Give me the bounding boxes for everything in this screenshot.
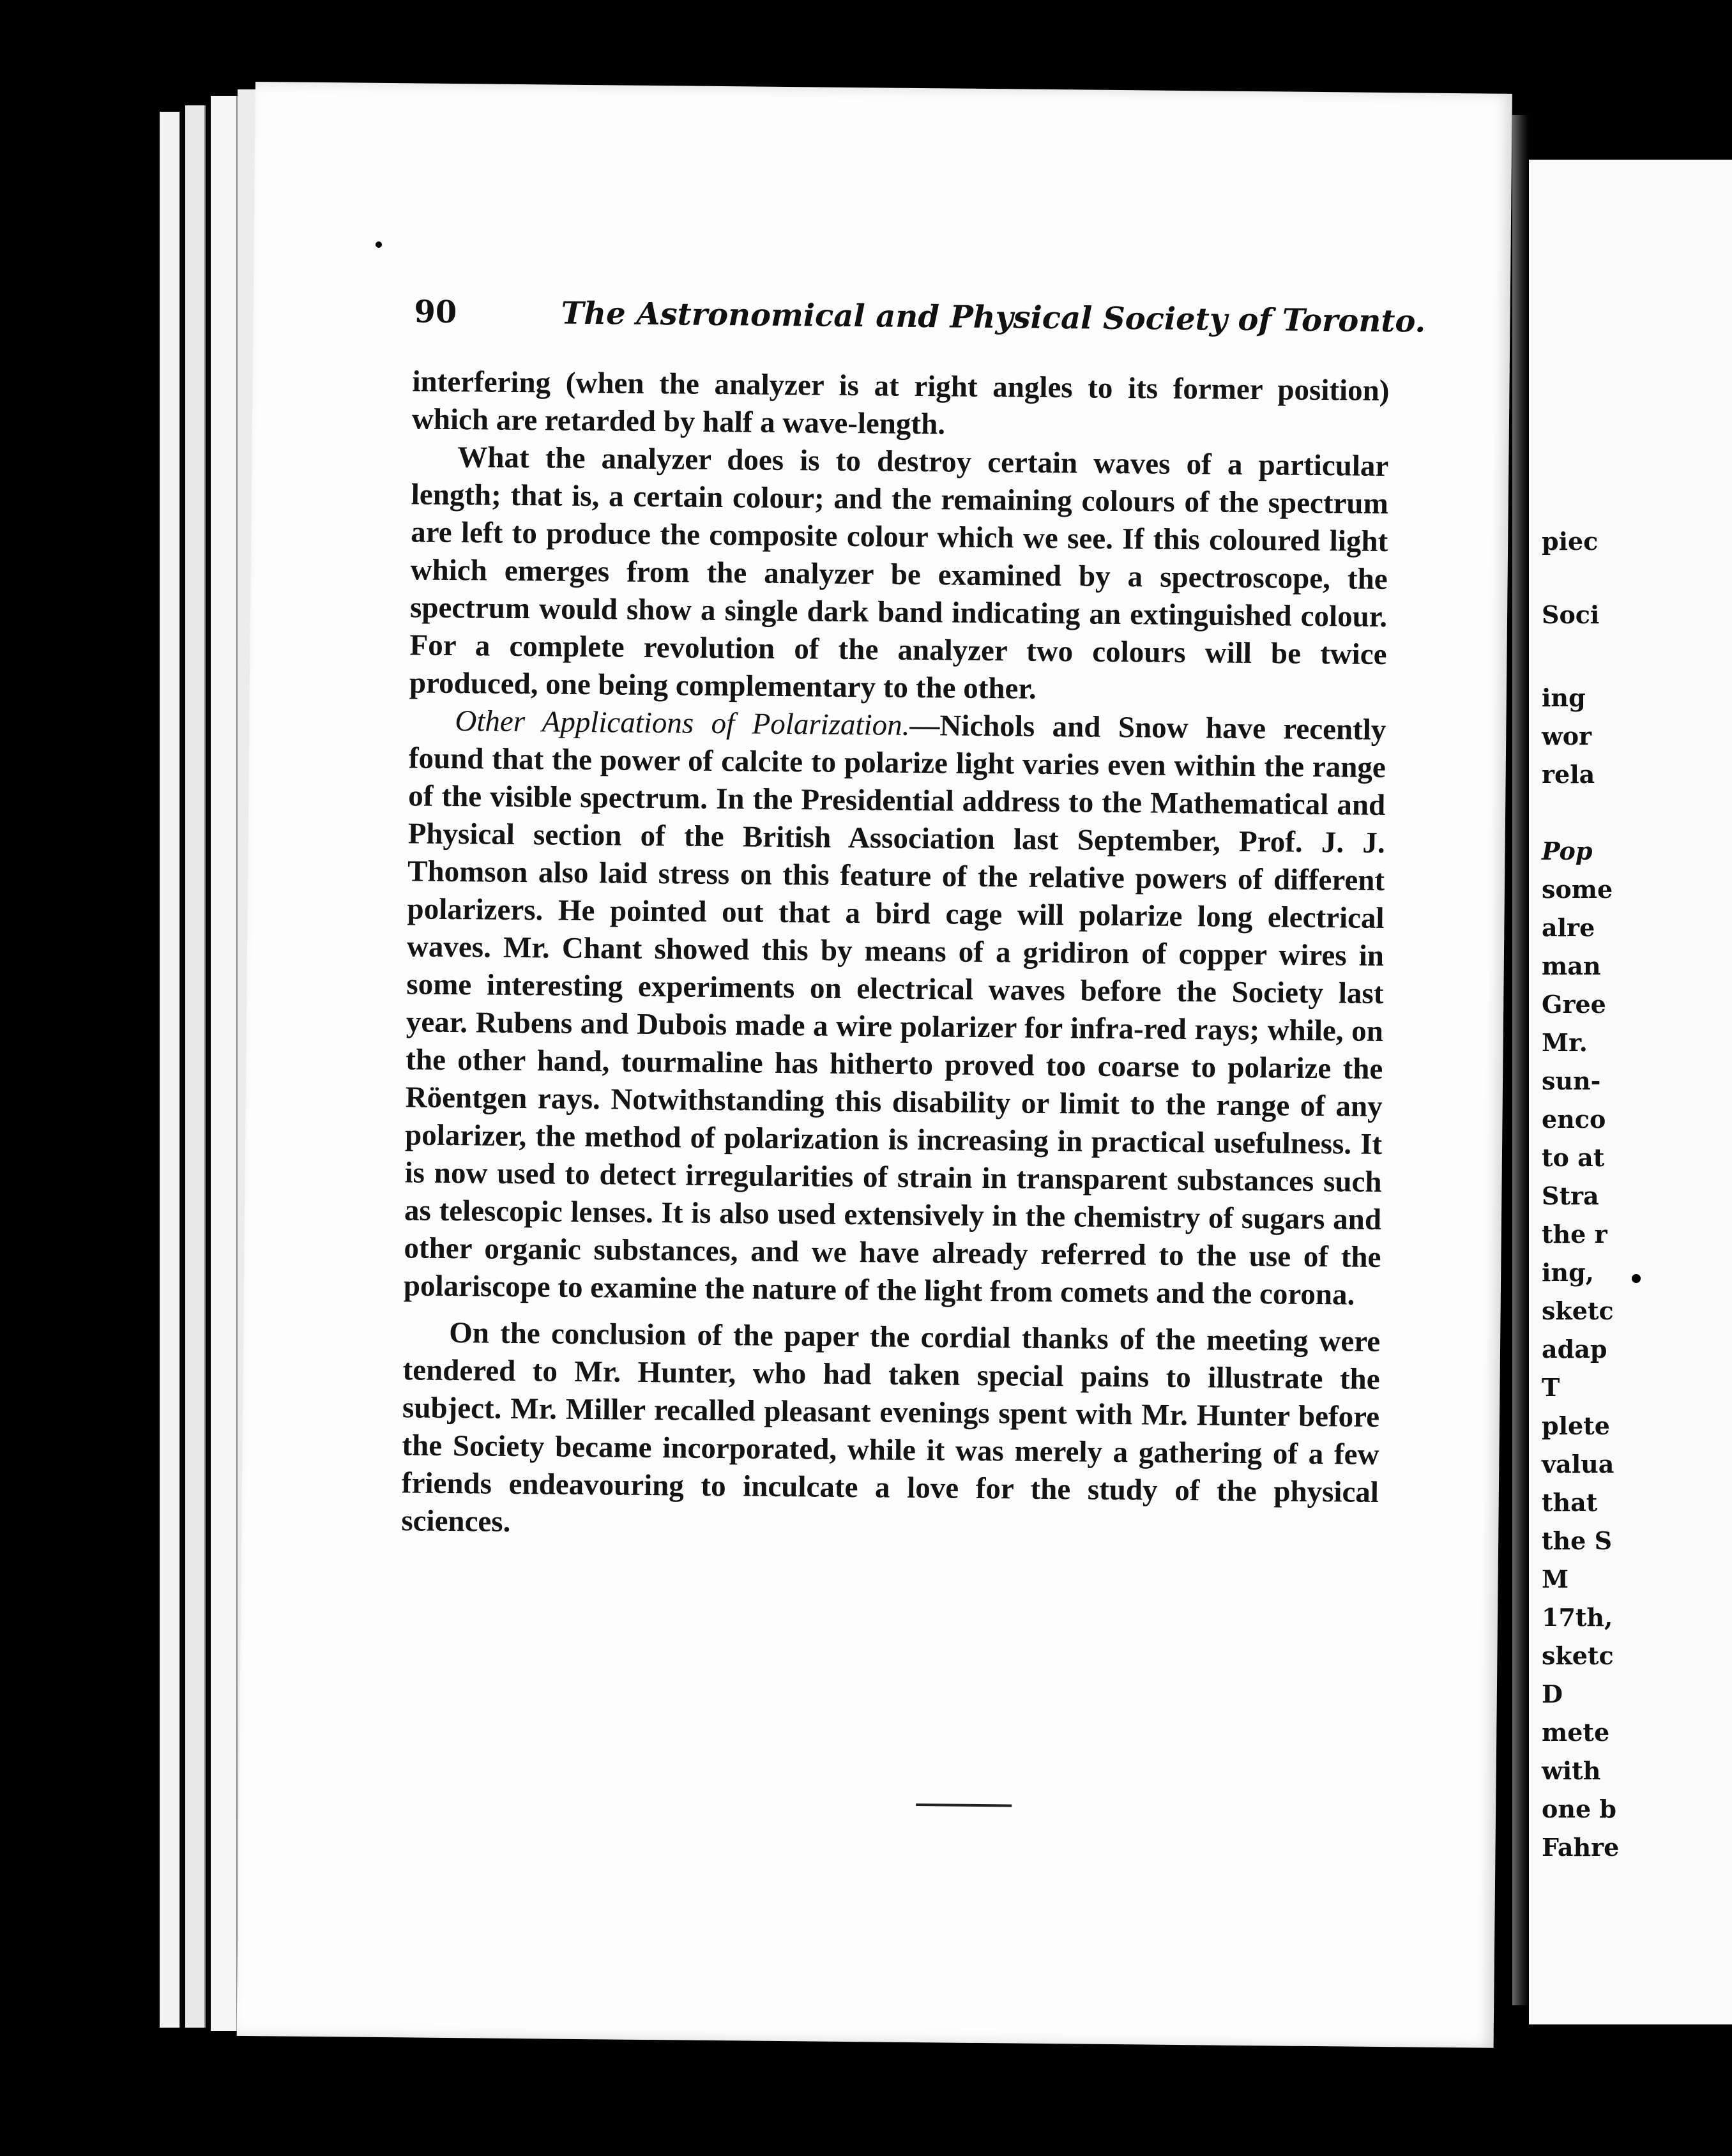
facing-page-fragment: sketc xyxy=(1542,1296,1614,1325)
facing-page-fragment: ing, xyxy=(1542,1258,1594,1287)
paragraph-3-text: —Nichols and Snow have recently found that the power of calcite to polarize light varies even within the range of the visible spectrum. In the Presidential address to the Mathematical and Physical section of the British Association last September, Prof. J. J. Thomson also laid stress on this feature of the relative powers of different polarizers. He pointed out that a bird cage will polarize long electrical waves. Mr. Chant showed this by means of a gridiron of copper wires in some interesting experiments on electrical waves before the Society last year. Rubens and Dubois made a wire polarizer for infra-red rays; while, on the other hand, tourmaline has hitherto proved too coarse to polarize the Röentgen rays. Notwithstanding this disability or limit to the range of any polarizer, the method of polarization is increasing in practical usefulness. It is now used to detect irregularities of strain in transparent substances such as telescopic lenses. It is also used extensively in the chemistry of sugars and other organic substances, and we have already referred to the use of the polariscope to examine the nature of the light from comets and the corona. xyxy=(403,708,1386,1312)
facing-page-fragment: to at xyxy=(1542,1143,1605,1172)
film-speck xyxy=(376,241,382,248)
facing-page-fragment: M xyxy=(1542,1565,1569,1593)
facing-page-fragment: that xyxy=(1542,1488,1598,1517)
facing-page-fragment: piec xyxy=(1542,527,1599,556)
section-end-rule xyxy=(916,1803,1012,1807)
book-gutter xyxy=(1512,115,1529,2005)
page-edge-3 xyxy=(211,96,238,2031)
facing-page-fragment: Stra xyxy=(1542,1181,1599,1210)
facing-page-fragment: one b xyxy=(1542,1795,1616,1823)
facing-page-fragment: wor xyxy=(1542,722,1592,750)
facing-page-fragment: with xyxy=(1542,1756,1601,1785)
facing-page-fragment: Mr. xyxy=(1542,1028,1588,1057)
page-edge-1 xyxy=(160,112,180,2028)
facing-page-fragment: Soci xyxy=(1542,600,1600,629)
facing-page-fragment: enco xyxy=(1542,1105,1606,1134)
facing-page-fragment: sketc xyxy=(1542,1641,1614,1670)
running-title: The Astronomical and Physical Society of Toronto. xyxy=(561,295,1426,340)
facing-page-fragment: some xyxy=(1542,875,1613,904)
facing-page-fragment: D xyxy=(1542,1680,1563,1708)
page-number: 90 xyxy=(414,294,457,331)
book-page xyxy=(237,82,1512,2048)
page-header xyxy=(414,294,1500,349)
body-text xyxy=(401,363,1390,1549)
facing-page-fragment: rela xyxy=(1542,760,1595,789)
facing-page-fragment: valua xyxy=(1542,1450,1614,1478)
facing-page-fragment: man xyxy=(1542,952,1601,980)
page-edge-2 xyxy=(185,105,206,2028)
facing-page-fragment: ing xyxy=(1542,683,1586,712)
facing-page xyxy=(1529,160,1732,2024)
facing-page-fragment: Fahre xyxy=(1542,1833,1620,1862)
facing-page-fragment: plete xyxy=(1542,1411,1610,1440)
facing-page-fragment: sun- xyxy=(1542,1067,1601,1095)
section-heading: Other Applications of Polarization. xyxy=(455,704,910,742)
paragraph-3 xyxy=(404,702,1386,1314)
facing-page-fragment: Gree xyxy=(1542,990,1606,1019)
paragraph-2: What the analyzer does is to destroy certain waves of a particular length; that is, a certain colour; and the remaining colours of the spectrum are left to produce the composite colour which we see. If this coloured light which emerges from the analyzer be examined by a spectroscope, the spectrum would show a single dark band indicating an extinguished colour. For a complete revolution of the analyzer two colours will be twice produced, one being complementary to the other. xyxy=(409,441,1389,706)
facing-page-fragment: mete xyxy=(1542,1718,1610,1747)
facing-page-fragment: T xyxy=(1542,1373,1560,1402)
facing-page-fragment: 17th, xyxy=(1542,1603,1613,1632)
paragraph-1: interfering (when the analyzer is at right angles to its former position) which are retarded by half a wave-length. xyxy=(411,365,1390,441)
facing-page-fragment: adap xyxy=(1542,1335,1607,1363)
facing-page-fragment: the r xyxy=(1542,1220,1607,1249)
film-speck xyxy=(1632,1274,1641,1283)
facing-page-fragment: the S xyxy=(1542,1526,1613,1555)
paragraph-4: On the conclusion of the paper the cordial thanks of the meeting were tendered to Mr. Hunter, who had taken special pains to illustrate the subject. Mr. Miller recalled pleasant evenings spent with Mr. Hunter before the Society became incorporated, while it was merely a gathering of a few friends endeavouring to inculcate a love for the study of the physical sciences. xyxy=(401,1316,1381,1538)
facing-page-fragment: alre xyxy=(1542,913,1595,942)
facing-page-fragment: Pop xyxy=(1542,837,1593,865)
